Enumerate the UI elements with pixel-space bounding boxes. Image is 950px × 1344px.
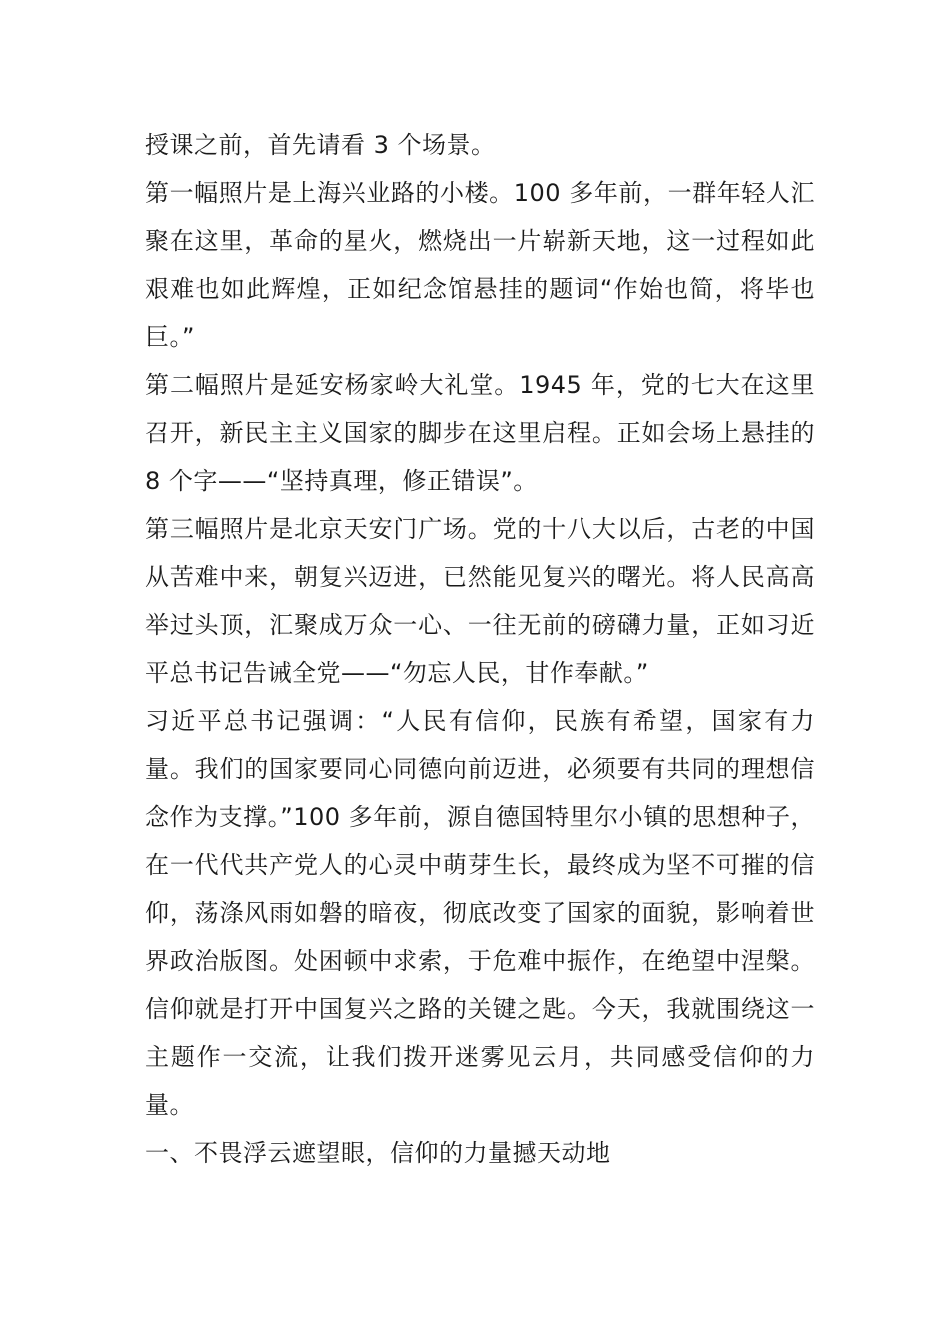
first-photo-paragraph: 第一幅照片是上海兴业路的小楼。100 多年前，一群年轻人汇聚在这里，革命的星火，燃烧出一片崭新天地，这一过程如此艰难也如此辉煌，正如纪念馆悬挂的题词“作始也简，将毕也巨。”	[145, 179, 815, 351]
document-body	[145, 121, 815, 1177]
belief-paragraph: 习近平总书记强调：“人民有信仰，民族有希望，国家有力量。我们的国家要同心同德向前迈进，必须要有共同的理想信念作为支撑。”100 多年前，源自德国特里尔小镇的思想种子，在一代代共产党人的心灵中萌芽生长，最终成为坚不可摧的信仰，荡涤风雨如磐的暗夜，彻底改变了国家的面貌，影响着世界政治版图。处困顿中求索，于危难中振作，在绝望中涅槃。信仰就是打开中国复兴之路的关键之匙。今天，我就围绕这一主题作一交流，让我们拨开迷雾见云月，共同感受信仰的力量。	[145, 707, 815, 1119]
third-photo-paragraph: 第三幅照片是北京天安门广场。党的十八大以后，古老的中国从苦难中来，朝复兴迈进，已然能见复兴的曙光。将人民高高举过头顶，汇聚成万众一心、一往无前的磅礴力量，正如习近平总书记告诫全党——“勿忘人民，甘作奉献。”	[145, 515, 815, 687]
second-photo-paragraph: 第二幅照片是延安杨家岭大礼堂。1945 年，党的七大在这里召开，新民主主义国家的脚步在这里启程。正如会场上悬挂的 8 个字——“坚持真理，修正错误”。	[145, 371, 815, 495]
section-heading: 一、不畏浮云遮望眼，信仰的力量撼天动地	[145, 1139, 611, 1167]
intro-paragraph: 授课之前，首先请看 3 个场景。	[145, 131, 496, 159]
